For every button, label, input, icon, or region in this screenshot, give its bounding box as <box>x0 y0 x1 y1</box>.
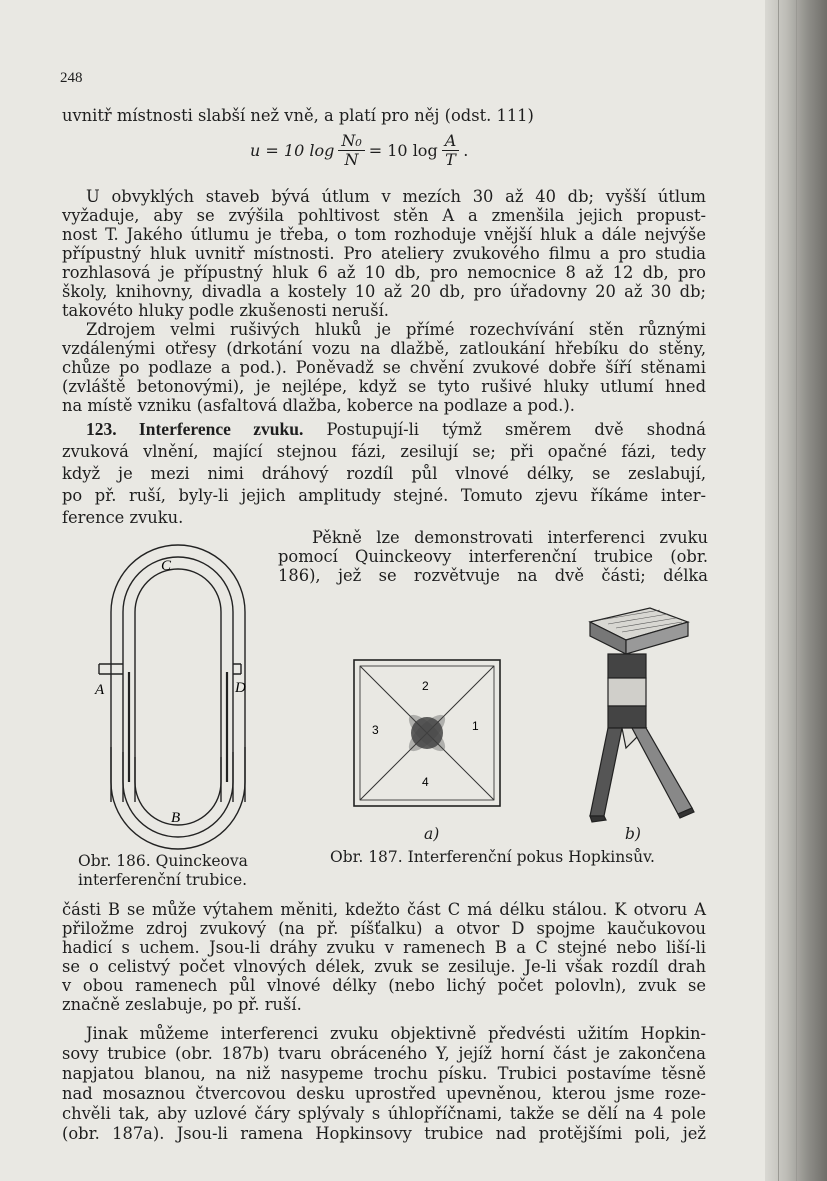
fraction-numerator: A <box>442 132 460 151</box>
text-line: Pěkně lze demonstrovati interferenci zvuku <box>312 528 708 547</box>
text-line: chůze po podlaze a pod.). Poněvadž se chvění zvukové dobře šíří stěnami <box>62 358 706 377</box>
text-line: značně zeslabuje, po př. ruší. <box>62 995 302 1014</box>
text-line: zvuková vlnění, mající stejnou fázi, zesilují se; při opačné fázi, tedy <box>62 442 706 461</box>
text-line: školy, knihovny, divadla a kostely 10 až 20 db, pro úřadovny 20 až 30 db; <box>62 282 706 301</box>
text-line: pomocí Quinckeovy interferenční trubice (obr. <box>278 547 708 566</box>
caption-line: interferenční trubice. <box>78 871 248 889</box>
fraction-numerator: N₀ <box>338 132 364 151</box>
text-line: přiložme zdroj zvukový (na př. píšťalku) a otvor D spojme kaučukovou <box>62 919 706 938</box>
text-line: vzdálenými otřesy (drkotání vozu na dlažbě, zatloukání hřebíku do stěny, <box>62 339 706 358</box>
field-label-2: 2 <box>422 679 429 693</box>
text-line: po př. ruší, byly-li jejich amplitudy stejné. Tomuto zjevu říkáme inter- <box>62 486 706 505</box>
text-line: nad mosaznou čtvercovou desku uprostřed upevněnou, kterou jsme roze- <box>62 1084 706 1103</box>
label-a: A <box>95 682 105 698</box>
text-line: na místě vzniku (asfaltová dlažba, koberce na podlaze a pod.). <box>62 396 575 415</box>
formula-lhs: u = 10 log <box>250 141 335 160</box>
text-line: části B se může výtahem měniti, kdežto část C má délku stálou. K otvoru A <box>62 900 706 919</box>
text-line: se o celistvý počet vlnových délek, zvuk se zesiluje. Je-li však rozdíl drah <box>62 957 706 976</box>
fraction-denominator: N <box>344 150 359 169</box>
formula-mid: = 10 log <box>368 141 438 160</box>
text-line: Jinak můžeme interferenci zvuku objektivně předvésti užitím Hopkin- <box>86 1024 706 1043</box>
text-line: když je mezi nimi dráhový rozdíl půl vlnové délky, se zeslabují, <box>62 464 706 483</box>
quincke-tube-figure <box>95 542 295 842</box>
formula <box>250 132 468 169</box>
caption-fig-186 <box>78 852 248 890</box>
label-b: B <box>171 810 181 826</box>
text-line: uvnitř místnosti slabší než vně, a platí pro něj (odst. 111) <box>62 106 534 125</box>
fig-187b-label: b) <box>625 825 641 843</box>
text-line: sovy trubice (obr. 187b) tvaru obráceného Y, jejíž horní část je zakončena <box>62 1044 706 1063</box>
formula-end: . <box>463 141 469 160</box>
section-heading: 123. Interference zvuku. <box>86 419 304 439</box>
text-line: (obr. 187a). Jsou-li ramena Hopkinsovy trubice nad protějšími poli, jež <box>62 1124 706 1143</box>
text-line: napjatou blanou, na niž nasypeme trochu písku. Trubici postavíme těsně <box>62 1064 706 1083</box>
text-line: 186), jež se rozvětvuje na dvě části; délka <box>278 566 708 585</box>
page-number: 248 <box>60 70 83 86</box>
text-line: chvěli tak, aby uzlové čáry splývaly s úhlopříčnami, takže se dělí na 4 pole <box>62 1104 706 1123</box>
text-line: v obou ramenech půl vlnové délky (nebo lichý počet polovln), zvuk se <box>62 976 706 995</box>
text-line: vyžaduje, aby se zvýšila pohltivost stěn A a zmenšila jejich propust- <box>62 206 706 225</box>
caption-fig-187: Obr. 187. Interferenční pokus Hopkinsův. <box>330 848 655 866</box>
caption-line: Obr. 186. Quinckeova <box>78 852 248 870</box>
field-label-3: 3 <box>372 723 379 737</box>
field-label-1: 1 <box>472 719 479 733</box>
field-label-4: 4 <box>422 775 429 789</box>
fig-187a-label: a) <box>424 825 440 843</box>
text-line: hadicí s uchem. Jsou-li dráhy zvuku v ramenech B a C stejné nebo liší-li <box>62 938 706 957</box>
section-text: Postupují-li týmž směrem dvě shodná <box>326 420 706 439</box>
formula-fraction <box>442 132 460 169</box>
text-line: přípustný hluk uvnitř místnosti. Pro ateliery zvukového filmu a pro studia <box>62 244 706 263</box>
hopkins-tube-figure <box>560 598 700 838</box>
section-first-line <box>62 420 706 439</box>
text-line: Zdrojem velmi rušivých hluků je přímé rozechvívání stěn různými <box>86 320 706 339</box>
text-line: U obvyklých staveb bývá útlum v mezích 30 až 40 db; vyšší útlum <box>86 187 706 206</box>
text-line: nost T. Jakého útlumu je třeba, o tom rozhoduje vnější hluk a dále nejvýše <box>62 225 706 244</box>
text-line: (zvláště betonovými), je nejlépe, když se tyto rušivé hluky utlumí hned <box>62 377 706 396</box>
text-line: takovéto hluky podle zkušenosti neruší. <box>62 301 389 320</box>
text-line: ference zvuku. <box>62 508 184 527</box>
fraction-denominator: T <box>445 150 456 169</box>
label-d: D <box>235 680 246 696</box>
formula-fraction <box>338 132 364 169</box>
chladni-plate-figure <box>352 658 512 818</box>
text-line: rozhlasová je přípustný hluk 6 až 10 db, pro nemocnice 8 až 12 db, pro <box>62 263 706 282</box>
label-c: C <box>161 558 172 574</box>
